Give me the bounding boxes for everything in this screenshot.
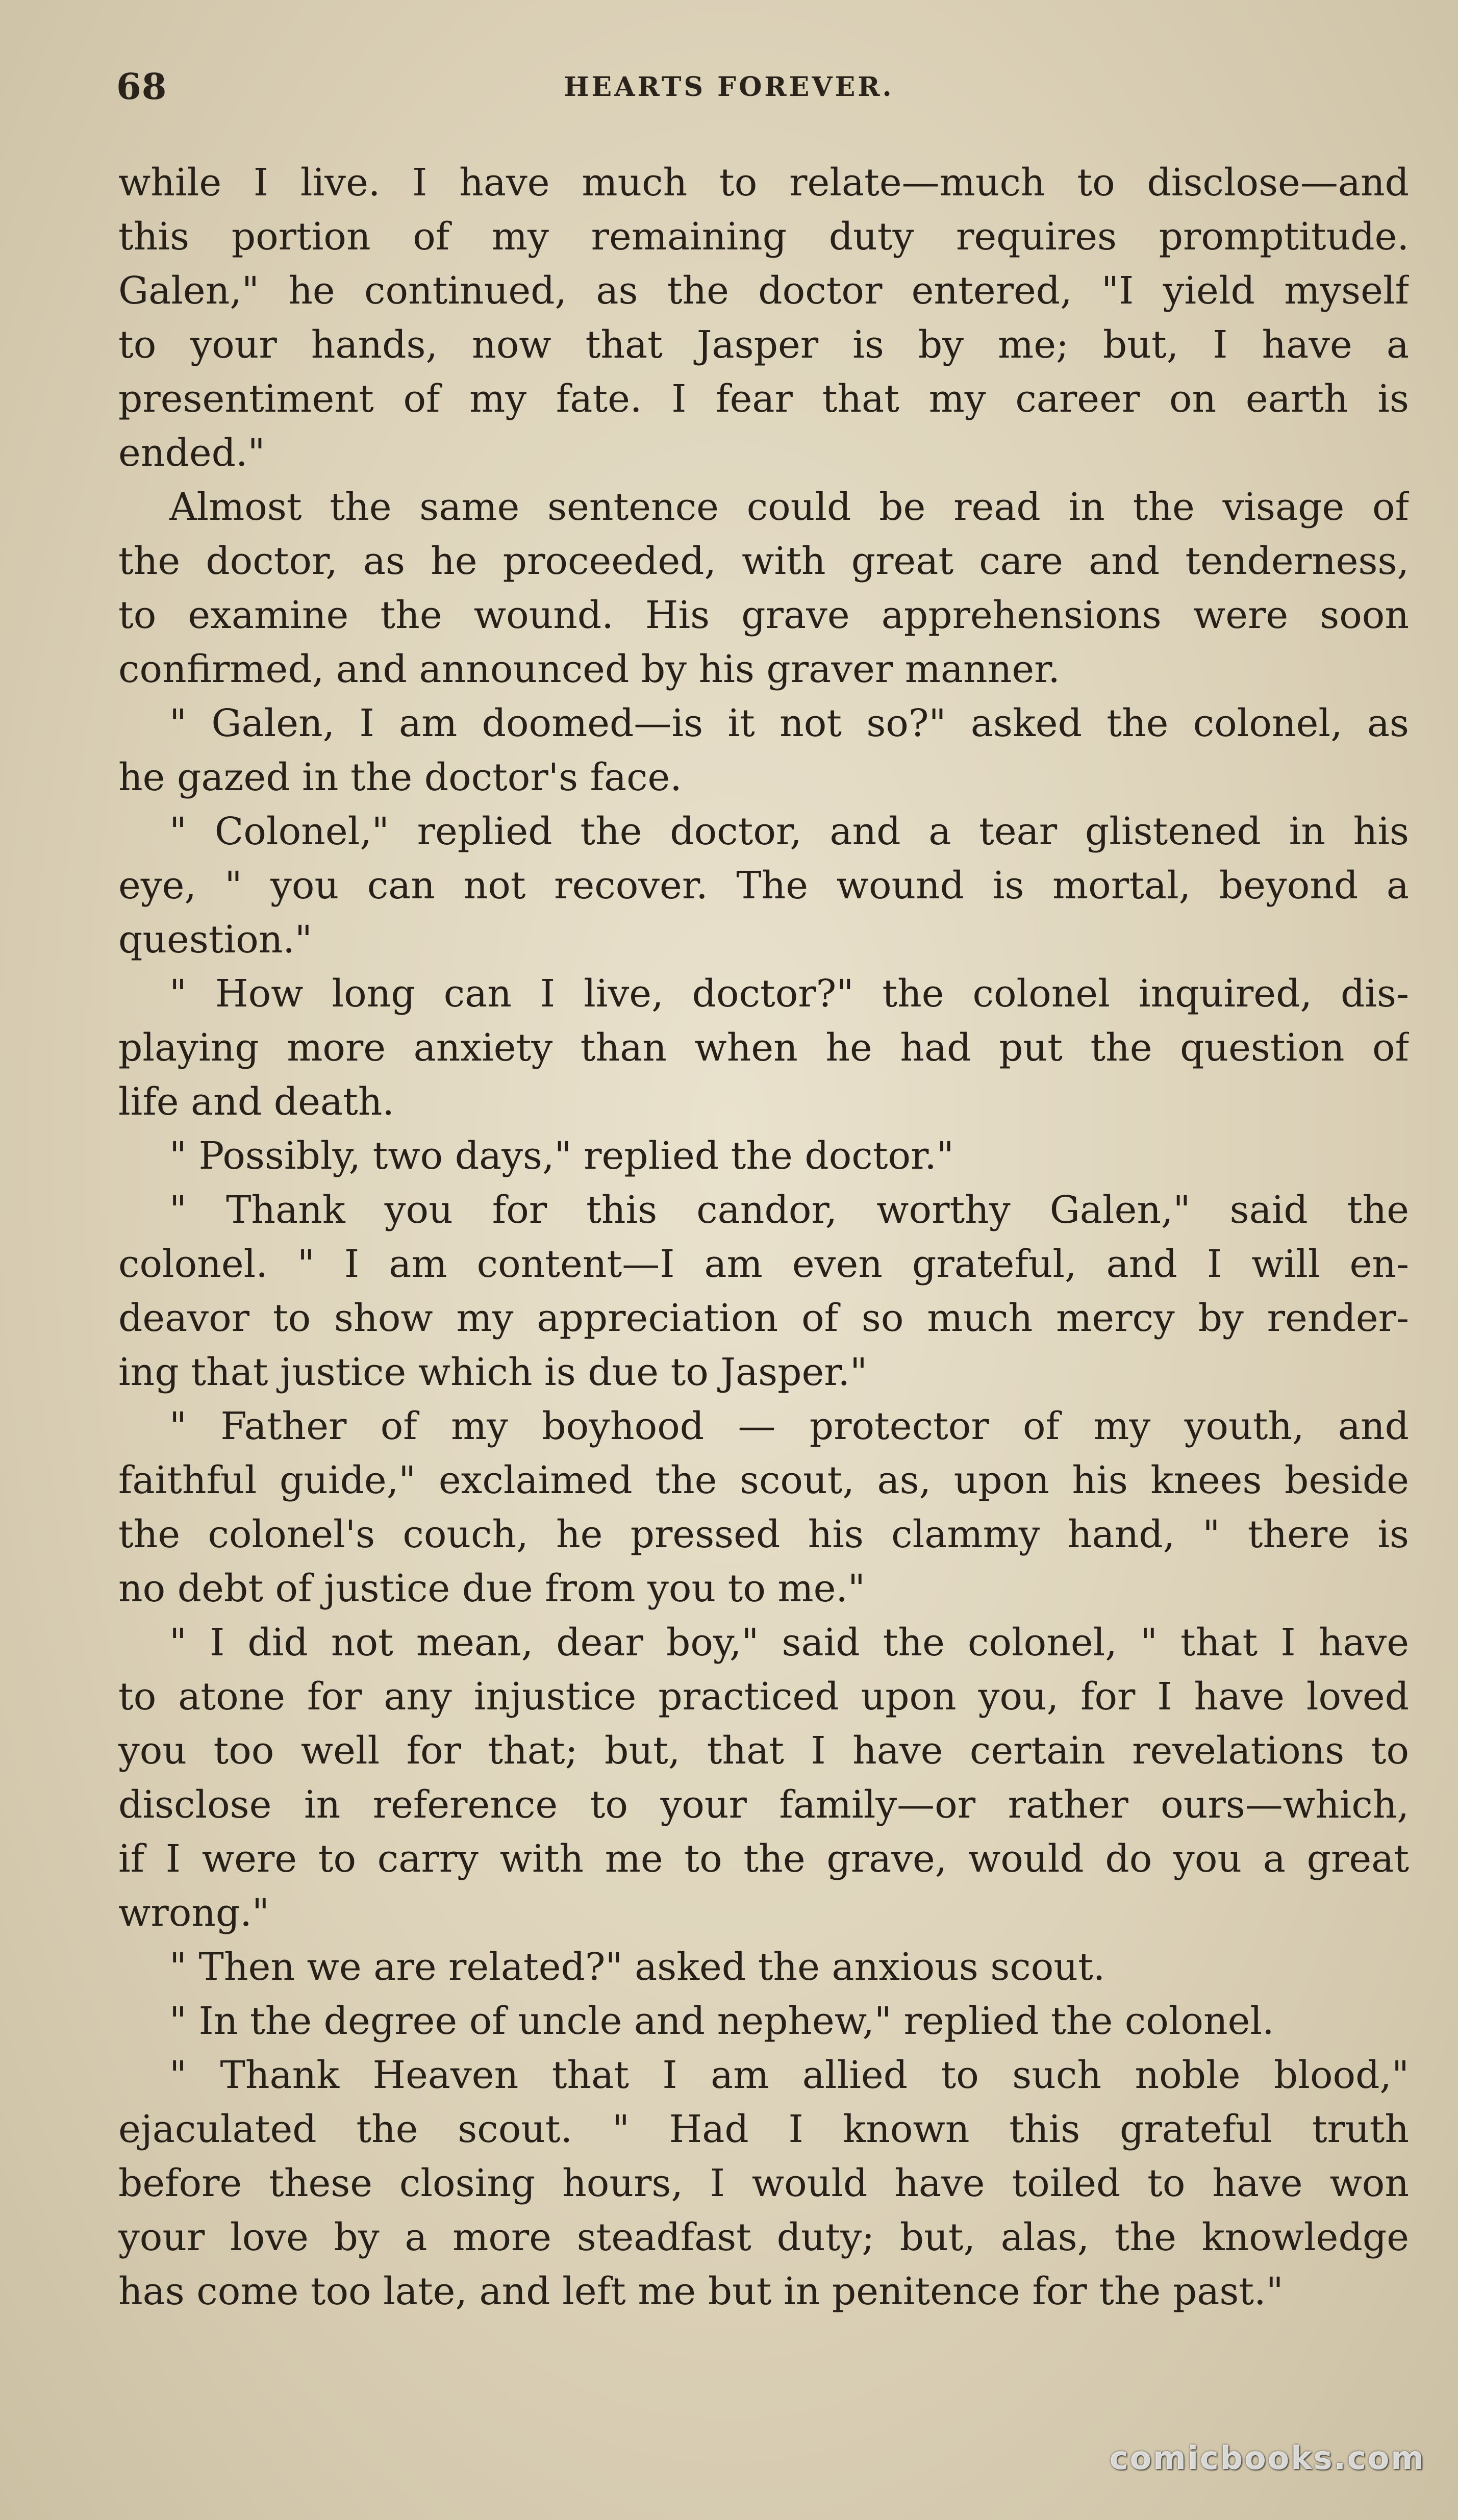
text-line: presentiment of my fate. I fear that my career on earth is bbox=[118, 377, 1409, 421]
text-line: " I did not mean, dear boy," said the colonel, " that I have bbox=[169, 1621, 1409, 1665]
text-line: deavor to show my appreciation of so much mercy by render- bbox=[118, 1296, 1409, 1340]
watermark: comicbooks.com bbox=[1109, 2439, 1425, 2477]
body-text bbox=[118, 156, 1409, 2319]
text-line: ended." bbox=[118, 431, 265, 475]
text-line: has come too late, and left me but in penitence for the past." bbox=[118, 2270, 1284, 2313]
text-line: Almost the same sentence could be read in the visage of bbox=[169, 485, 1409, 529]
text-line: eye, " you can not recover. The wound is mortal, beyond a bbox=[118, 864, 1409, 908]
text-line: this portion of my remaining duty requires promptitude. bbox=[118, 215, 1409, 259]
text-line: " In the degree of uncle and nephew," replied the colonel. bbox=[169, 1999, 1274, 2043]
text-line: " Colonel," replied the doctor, and a tear glistened in his bbox=[169, 810, 1409, 853]
text-line: wrong." bbox=[118, 1891, 269, 1935]
page-number: 68 bbox=[116, 65, 167, 108]
text-line: if I were to carry with me to the grave, would do you a great bbox=[118, 1837, 1409, 1881]
text-line: faithful guide," exclaimed the scout, as, upon his knees beside bbox=[118, 1458, 1409, 1502]
text-line: before these closing hours, I would have toiled to have won bbox=[118, 2161, 1409, 2205]
text-line: disclose in reference to your family—or rather ours—which, bbox=[118, 1783, 1409, 1827]
running-head: HEARTS FOREVER. bbox=[564, 71, 894, 103]
text-line: ing that justice which is due to Jasper." bbox=[118, 1350, 868, 1394]
text-line: " Galen, I am doomed—is it not so?" asked the colonel, as bbox=[169, 701, 1409, 745]
text-line: the doctor, as he proceeded, with great care and tenderness, bbox=[118, 539, 1409, 583]
text-line: " Possibly, two days," replied the doctor." bbox=[169, 1134, 954, 1178]
text-line: " Thank you for this candor, worthy Galen," said the bbox=[169, 1188, 1409, 1232]
text-line: no debt of justice due from you to me." bbox=[118, 1567, 865, 1610]
text-line: to examine the wound. His grave apprehensions were soon bbox=[118, 593, 1409, 637]
text-line: the colonel's couch, he pressed his clammy hand, " there is bbox=[118, 1513, 1409, 1556]
text-line: " Thank Heaven that I am allied to such noble blood," bbox=[169, 2053, 1409, 2097]
text-line: " Then we are related?" asked the anxious scout. bbox=[169, 1945, 1105, 1989]
text-line: confirmed, and announced by his graver manner. bbox=[118, 647, 1060, 691]
text-line: to your hands, now that Jasper is by me; but, I have a bbox=[118, 323, 1409, 367]
text-line: " Father of my boyhood — protector of my youth, and bbox=[169, 1404, 1409, 1448]
text-line: Galen," he continued, as the doctor entered, "I yield myself bbox=[118, 269, 1409, 313]
text-line: your love by a more steadfast duty; but, alas, the knowledge bbox=[118, 2215, 1409, 2259]
text-line: he gazed in the doctor's face. bbox=[118, 755, 682, 799]
text-line: while I live. I have much to relate—much to disclose—and bbox=[118, 161, 1409, 205]
text-line: life and death. bbox=[118, 1080, 394, 1124]
text-line: you too well for that; but, that I have certain revelations to bbox=[118, 1729, 1409, 1773]
text-line: ejaculated the scout. " Had I known this grateful truth bbox=[118, 2107, 1409, 2151]
text-line: " How long can I live, doctor?" the colonel inquired, dis- bbox=[169, 972, 1409, 1016]
text-line: colonel. " I am content—I am even grateful, and I will en- bbox=[118, 1242, 1409, 1286]
text-line: playing more anxiety than when he had put the question of bbox=[118, 1026, 1409, 1070]
text-line: question." bbox=[118, 918, 312, 962]
text-line: to atone for any injustice practiced upon you, for I have loved bbox=[118, 1675, 1409, 1719]
